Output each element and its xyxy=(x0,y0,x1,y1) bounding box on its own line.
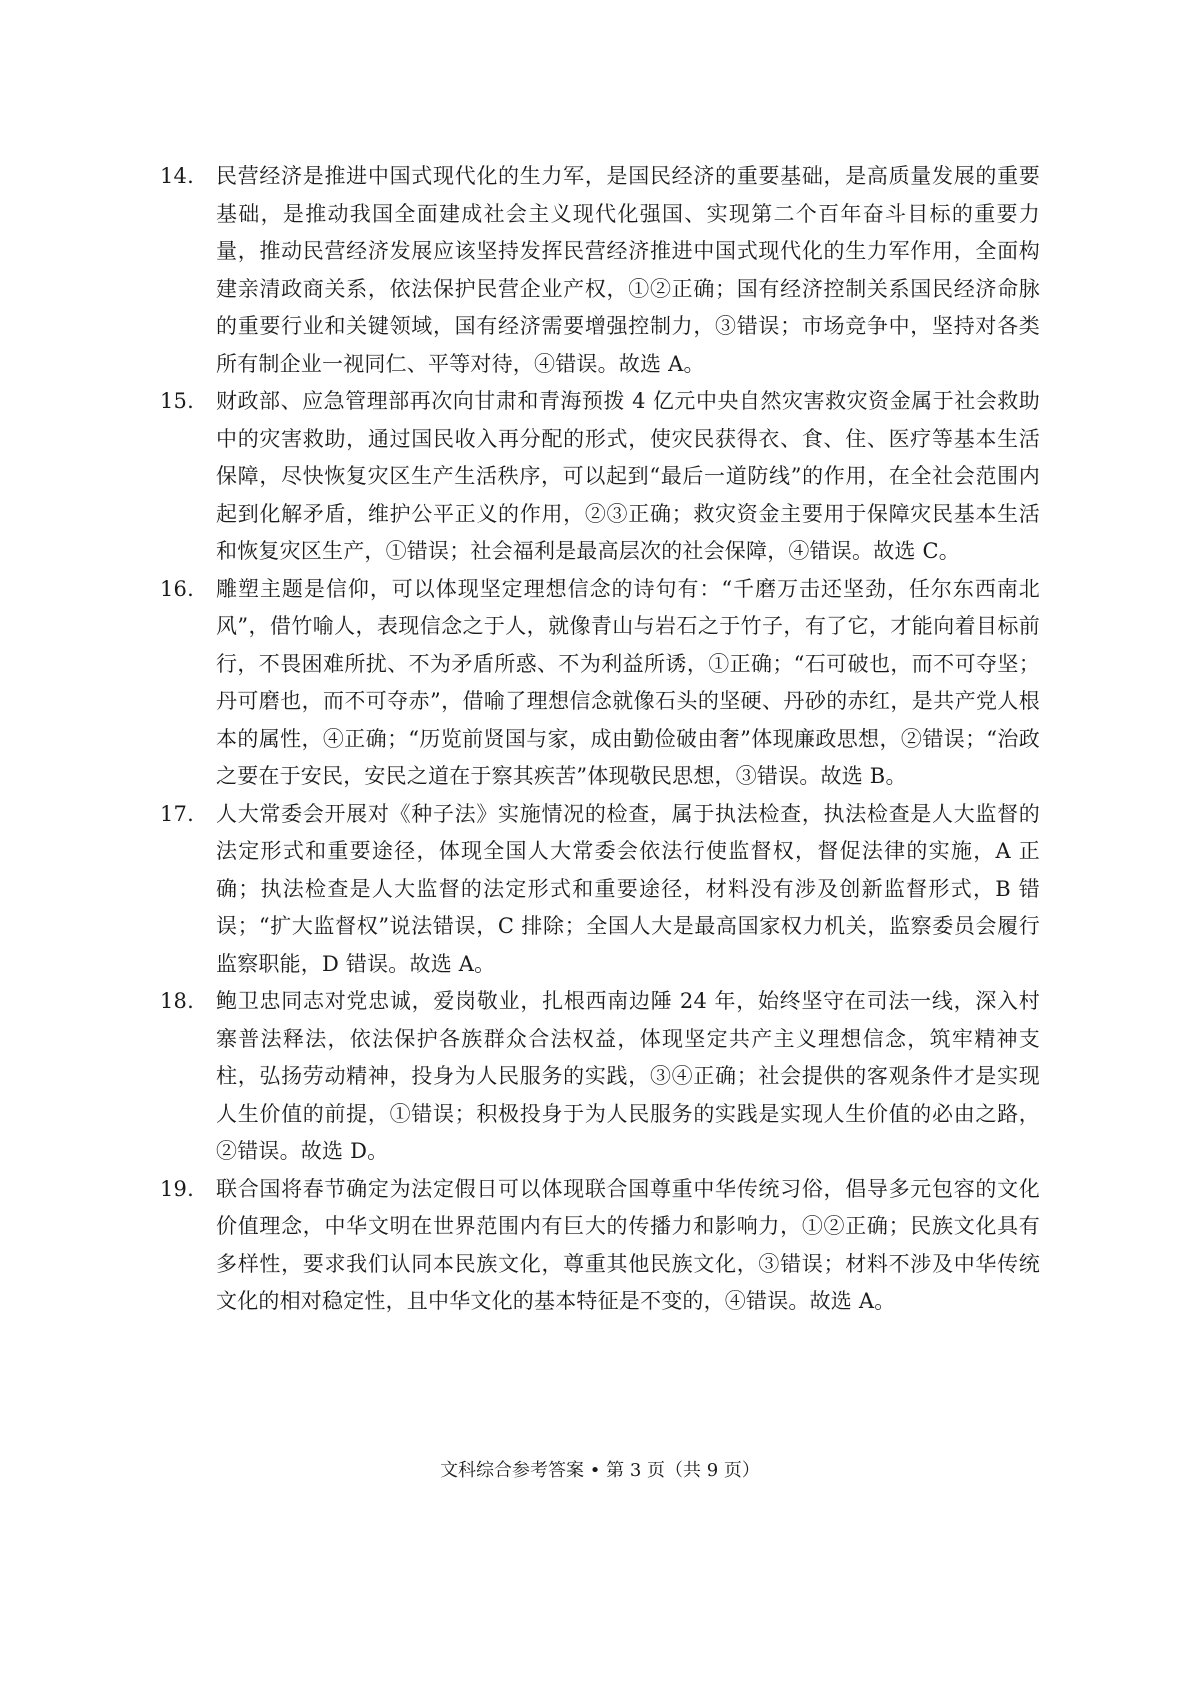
answer-text: 财政部、应急管理部再次向甘肃和青海预拨 4 亿元中央自然灾害救灾资金属于社会救助中的灾害救助，通过国民收入再分配的形式，使灾民获得衣、食、住、医疗等基本生活保障，尽快恢复灾区生产生活秩序，可以起到“最后一道防线”的作用，在全社会范围内起到化解矛盾，维护公平正义的作用，②③正确；救灾资金主要用于保障灾民基本生活和恢复灾区生产，①错误；社会福利是最高层次的社会保障，④错误。故选 C。 xyxy=(216,389,1040,563)
question-number: 16. xyxy=(160,576,194,601)
answer-item-15 xyxy=(160,383,1040,571)
page-footer: 文科综合参考答案 • 第 3 页（共 9 页） xyxy=(440,1460,760,1481)
answer-item-17 xyxy=(160,796,1040,984)
answer-item-19 xyxy=(160,1171,1040,1321)
question-number: 17. xyxy=(160,801,194,826)
question-number: 19. xyxy=(160,1176,194,1201)
answer-text: 民营经济是推进中国式现代化的生力军，是国民经济的重要基础，是高质量发展的重要基础，是推动我国全面建成社会主义现代化强国、实现第二个百年奋斗目标的重要力量，推动民营经济发展应该坚持发挥民营经济推进中国式现代化的生力军作用，全面构建亲清政商关系，依法保护民营企业产权，①②正确；国有经济控制关系国民经济命脉的重要行业和关键领域，国有经济需要增强控制力，③错误；市场竞争中，坚持对各类所有制企业一视同仁、平等对待，④错误。故选 A。 xyxy=(216,164,1040,376)
answer-text: 雕塑主题是信仰，可以体现坚定理想信念的诗句有：“千磨万击还坚劲，任尔东西南北风”，借竹喻人，表现信念之于人，就像青山与岩石之于竹子，有了它，才能向着目标前行，不畏困难所扰、不为矛盾所惑、不为利益所诱，①正确；“石可破也，而不可夺坚；丹可磨也，而不可夺赤”，借喻了理想信念就像石头的坚硬、丹砂的赤红，是共产党人根本的属性，④正确；“历览前贤国与家，成由勤俭破由奢”体现廉政思想，②错误；“治政之要在于安民，安民之道在于察其疾苦”体现敬民思想，③错误。故选 B。 xyxy=(216,576,1040,788)
answer-text: 人大常委会开展对《种子法》实施情况的检查，属于执法检查，执法检查是人大监督的法定形式和重要途径，体现全国人大常委会依法行使监督权，督促法律的实施，A 正确；执法检查是人大监督的法定形式和重要途径，材料没有涉及创新监督形式，B 错误；“扩大监督权”说法错误，C 排除；全国人大是最高国家权力机关，监察委员会履行监察职能，D 错误。故选 A。 xyxy=(216,801,1040,976)
answer-text: 联合国将春节确定为法定假日可以体现联合国尊重中华传统习俗，倡导多元包容的文化价值理念，中华文明在世界范围内有巨大的传播力和影响力，①②正确；民族文化具有多样性，要求我们认同本民族文化，尊重其他民族文化，③错误；材料不涉及中华传统文化的相对稳定性，且中华文化的基本特征是不变的，④错误。故选 A。 xyxy=(216,1176,1040,1313)
answer-item-18 xyxy=(160,983,1040,1171)
question-number: 14. xyxy=(160,164,194,188)
answer-item-16 xyxy=(160,571,1040,796)
question-number: 15. xyxy=(160,389,194,413)
answer-list xyxy=(160,158,1040,1321)
answer-item-14 xyxy=(160,158,1040,383)
question-number: 18. xyxy=(160,989,194,1013)
answer-text: 鲍卫忠同志对党忠诚，爱岗敬业，扎根西南边陲 24 年，始终坚守在司法一线，深入村寨普法释法，依法保护各族群众合法权益，体现坚定共产主义理想信念，筑牢精神支柱，弘扬劳动精神，投身为人民服务的实践，③④正确；社会提供的客观条件才是实现人生价值的前提，①错误；积极投身于为人民服务的实践是实现人生价值的必由之路，②错误。故选 D。 xyxy=(216,989,1040,1163)
